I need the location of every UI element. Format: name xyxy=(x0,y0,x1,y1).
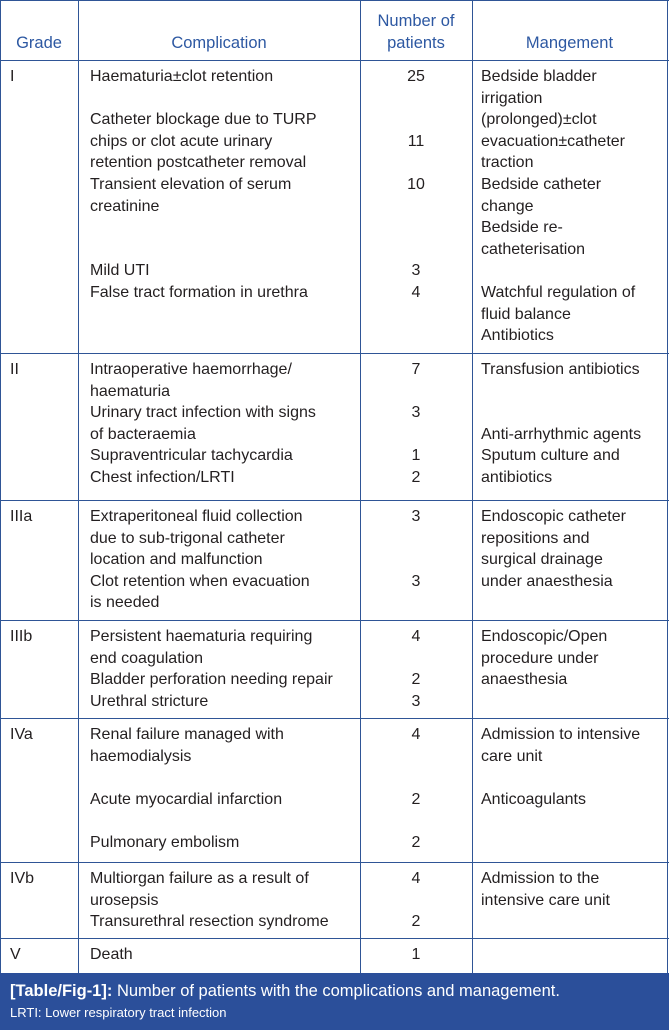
management-text: antibiotics xyxy=(481,469,553,486)
management-text: care unit xyxy=(481,747,543,765)
grade-cell: IVa xyxy=(10,726,33,743)
complication-text: Supraventricular tachycardia xyxy=(90,447,293,465)
table-caption xyxy=(0,973,669,1030)
management-text: intensive care unit xyxy=(481,891,610,909)
patient-count: 3 xyxy=(411,692,421,710)
management-text: under anaesthesia xyxy=(481,572,613,590)
complication-text: Haematuria±clot retention xyxy=(90,68,274,85)
caption-label: [Table/Fig-1]: xyxy=(10,982,113,1000)
patient-count: 1 xyxy=(411,447,421,465)
grade-cell: I xyxy=(10,68,15,85)
patient-count: 2 xyxy=(411,469,421,486)
management-text: catheterisation xyxy=(481,240,586,258)
column-divider xyxy=(667,0,668,973)
management-text: change xyxy=(481,197,534,215)
header-management: Mangement xyxy=(525,34,614,52)
complication-text: Catheter blockage due to TURP xyxy=(90,111,317,129)
patient-count: 3 xyxy=(411,572,421,590)
patient-count: 2 xyxy=(411,834,421,851)
management-text: fluid balance xyxy=(481,305,571,323)
row-divider xyxy=(0,620,669,621)
management-text: traction xyxy=(481,154,534,172)
management-text: Anticoagulants xyxy=(481,790,586,808)
complication-text: Urethral stricture xyxy=(90,692,209,710)
grade-cell: V xyxy=(10,946,21,963)
complication-text: Clot retention when evacuation xyxy=(90,572,310,590)
management-text: Endoscopic/Open xyxy=(481,628,608,645)
management-text: Admission to the xyxy=(481,870,600,887)
column-divider xyxy=(472,0,473,973)
complication-text: Death xyxy=(90,946,133,963)
header-number-line2: patients xyxy=(387,34,445,52)
header-number-line1: Number of xyxy=(377,12,455,30)
row-divider xyxy=(0,862,669,863)
complication-text: creatinine xyxy=(90,197,160,215)
management-text: Endoscopic catheter xyxy=(481,508,626,525)
complication-text: Mild UTI xyxy=(90,262,150,280)
complication-text: False tract formation in urethra xyxy=(90,284,308,301)
complication-text: due to sub-trigonal catheter xyxy=(90,529,285,547)
complication-text: Transient elevation of serum xyxy=(90,176,292,193)
complication-text: Chest infection/LRTI xyxy=(90,469,235,486)
row-divider xyxy=(0,500,669,501)
management-text: Admission to intensive xyxy=(481,726,641,743)
caption-text: Number of patients with the complications and management. xyxy=(112,982,560,1000)
patient-count: 4 xyxy=(411,726,421,743)
header-grade: Grade xyxy=(16,34,62,52)
patient-count: 4 xyxy=(411,870,421,887)
complication-text: end coagulation xyxy=(90,649,203,667)
management-text: anaesthesia xyxy=(481,671,568,689)
complication-text: Multiorgan failure as a result of xyxy=(90,870,309,887)
row-divider xyxy=(0,938,669,939)
row-divider xyxy=(0,60,669,61)
management-text: surgical drainage xyxy=(481,551,603,569)
management-text: Bedside bladder xyxy=(481,68,597,85)
patient-count: 7 xyxy=(411,361,421,378)
complication-text: Renal failure managed with xyxy=(90,726,284,743)
management-text: Transfusion antibiotics xyxy=(481,361,640,378)
patient-count: 3 xyxy=(411,508,421,525)
complication-text: haematuria xyxy=(90,382,171,400)
management-text: Watchful regulation of xyxy=(481,284,636,301)
management-text: irrigation xyxy=(481,89,543,107)
row-divider xyxy=(0,353,669,354)
patient-count: 3 xyxy=(411,404,421,422)
caption-footnote: LRTI: Lower respiratory tract infection xyxy=(10,1005,227,1020)
complication-text: Acute myocardial infarction xyxy=(90,790,283,808)
patient-count: 1 xyxy=(411,946,421,963)
complication-text: Urinary tract infection with signs xyxy=(90,404,316,422)
row-divider xyxy=(0,0,669,1)
complication-text: haemodialysis xyxy=(90,747,192,765)
patient-count: 2 xyxy=(411,671,421,689)
management-text: (prolonged)±clot xyxy=(481,111,597,129)
management-text: Anti-arrhythmic agents xyxy=(481,425,642,443)
complication-text: Bladder perforation needing repair xyxy=(90,671,333,689)
complication-text: retention postcatheter removal xyxy=(90,154,307,172)
patient-count: 4 xyxy=(411,628,421,645)
column-divider xyxy=(0,0,1,973)
grade-cell: II xyxy=(10,361,19,378)
patient-count: 2 xyxy=(411,913,421,931)
patient-count: 11 xyxy=(407,132,425,150)
grade-cell: IIIb xyxy=(10,628,33,645)
management-text: Bedside catheter xyxy=(481,176,602,193)
patient-count: 3 xyxy=(411,262,421,280)
column-divider xyxy=(78,0,79,973)
complication-text: Transurethral resection syndrome xyxy=(90,913,329,931)
grade-cell: IIIa xyxy=(10,508,33,525)
management-text: Sputum culture and xyxy=(481,447,620,465)
management-text: Bedside re- xyxy=(481,219,563,237)
complication-text: Intraoperative haemorrhage/ xyxy=(90,361,292,378)
complication-text: is needed xyxy=(90,594,160,612)
management-text: evacuation±catheter xyxy=(481,132,625,150)
complication-text: of bacteraemia xyxy=(90,425,196,443)
patient-count: 4 xyxy=(411,284,421,301)
complication-text: Persistent haematuria requiring xyxy=(90,628,313,645)
complication-text: chips or clot acute urinary xyxy=(90,132,273,150)
patient-count: 2 xyxy=(411,790,421,808)
complication-text: urosepsis xyxy=(90,891,159,909)
management-text: Antibiotics xyxy=(481,327,554,345)
management-text: repositions and xyxy=(481,529,590,547)
row-divider xyxy=(0,718,669,719)
grade-cell: IVb xyxy=(10,870,35,887)
management-text: procedure under xyxy=(481,649,599,667)
complication-text: Pulmonary embolism xyxy=(90,834,240,851)
complication-text: Extraperitoneal fluid collection xyxy=(90,508,303,525)
header-complication: Complication xyxy=(171,34,267,52)
complication-text: location and malfunction xyxy=(90,551,263,569)
patient-count: 25 xyxy=(407,68,425,85)
patient-count: 10 xyxy=(407,176,425,193)
